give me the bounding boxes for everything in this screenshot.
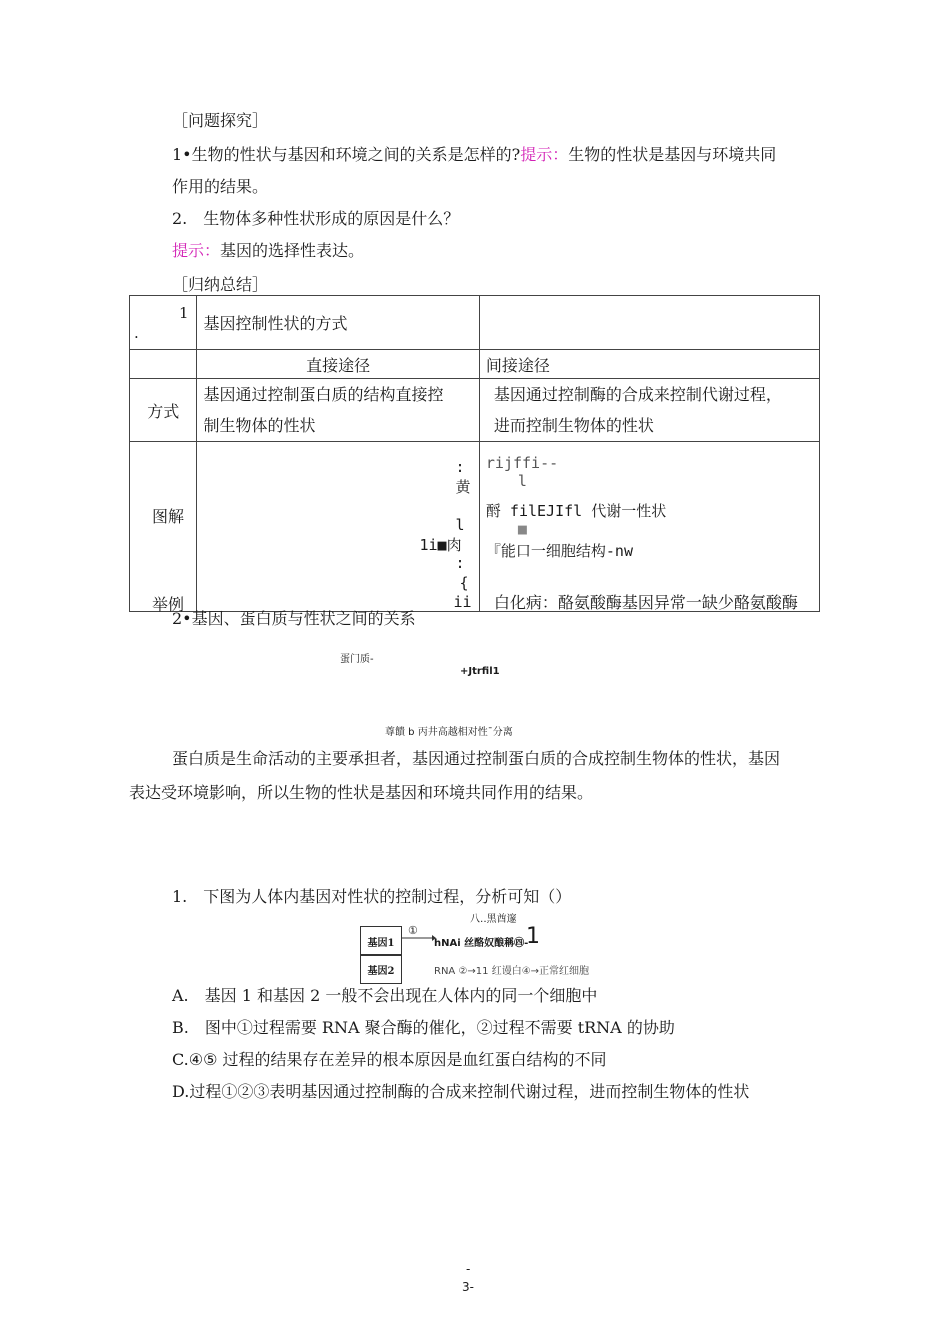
- direct-diagram-l5: :: [455, 554, 465, 572]
- summary-header: ［归纳总结］: [172, 275, 269, 294]
- row2-text: RNA ②→11 红谩白④→正常红细胞: [434, 966, 590, 977]
- footer-dash: -: [466, 1262, 471, 1276]
- exercise-stem: 1. 下图为人体内基因对性状的控制过程，分析可知（）: [172, 887, 572, 906]
- figure-label-2: +Jtrfil1: [460, 666, 500, 677]
- col-indirect: 间接途径: [479, 350, 819, 379]
- indirect-diagram-cell: [479, 442, 819, 612]
- question-1-text: 1•生物的性状与基因和环境之间的关系是怎样的?: [172, 145, 521, 164]
- indirect-diagram-l4: ■: [517, 520, 527, 538]
- row-example: 举例: [152, 595, 185, 614]
- gene-control-table: [129, 295, 820, 612]
- section2-heading: 2•基因、蛋白质与性状之间的关系: [172, 609, 416, 628]
- option-d: D.过程①②③表明基因通过控制酶的合成来控制代谢过程，进而控制生物体的性状: [172, 1082, 750, 1101]
- indirect-method-line1: 基因通过控制酶的合成来控制代谢过程，: [493, 385, 782, 404]
- paragraph-line2: 表达受环境影响，所以生物的性状是基因和环境共同作用的结果。: [129, 783, 594, 802]
- question-1: [172, 144, 776, 166]
- indirect-diagram-l2: l: [517, 472, 527, 490]
- circle-1: ①: [408, 924, 418, 937]
- figure-caption: 尊饋 b 丙井高越相对性ˉ分离: [385, 727, 513, 738]
- direct-diagram-l4: 1i■肉: [419, 536, 462, 554]
- row-method: 方式: [130, 379, 197, 442]
- gene1-box: 基因1: [360, 926, 402, 956]
- direct-diagram-l3: l: [455, 516, 465, 534]
- direct-method: [197, 379, 479, 442]
- figure-label-protein: 蛋门质-: [340, 654, 374, 665]
- row-diagram-example: [130, 442, 197, 612]
- row1-big: 1: [526, 924, 540, 949]
- table-title: 基因控制性状的方式: [197, 296, 479, 350]
- indirect-diagram-l3: 酹 filEJIfl 代谢一性状: [485, 502, 667, 520]
- inquiry-header: ［问题探究］: [172, 111, 269, 130]
- indirect-diagram-l5: 『能口一细胞结构-nw: [485, 542, 633, 560]
- direct-diagram-l2: 黄: [455, 478, 471, 496]
- table-title-empty: [479, 296, 819, 350]
- option-b: B. 图中①过程需要 RNA 聚合酶的催化，②过程不需要 tRNA 的协助: [172, 1018, 675, 1037]
- direct-diagram-l7: ii: [453, 593, 472, 611]
- indirect-method-line2: 进而控制生物体的性状: [493, 416, 654, 435]
- gene2-box: 基因2: [360, 954, 402, 984]
- indirect-method: [479, 379, 819, 442]
- paragraph-line1: 蛋白质是生命活动的主要承担者，基因通过控制蛋白质的合成控制生物体的性状，基因: [172, 749, 781, 768]
- answer-text: 基因的选择性表达。: [220, 241, 365, 260]
- direct-diagram-l1: :: [455, 458, 465, 476]
- indirect-diagram-l1: rijffi--: [485, 454, 559, 472]
- exercise-figure-top: 八‥黑酋邃: [470, 914, 517, 925]
- option-c: C.④⑤ 过程的结果存在差异的根本原因是血红蛋白结构的不同: [172, 1050, 607, 1069]
- question-2: 2. 生物体多种性状形成的原因是什么？: [172, 209, 460, 228]
- direct-method-line2: 制生物体的性状: [203, 416, 316, 435]
- table-title-num-cell: [130, 296, 197, 350]
- question-2-answer: [172, 240, 364, 262]
- row1-text: hNAi 丝酪奴酿稱㊃-: [434, 938, 529, 949]
- question-1-answer: 生物的性状是基因与环境共同: [568, 145, 777, 164]
- table-corner: [130, 350, 197, 379]
- hint-label: 提示：: [172, 241, 221, 260]
- direct-method-line1: 基因通过控制蛋白质的结构直接控: [203, 385, 444, 404]
- option-a: A. 基因 1 和基因 2 一般不会出现在人体内的同一个细胞中: [172, 986, 598, 1005]
- row-diagram: 图解: [152, 507, 185, 526]
- question-1-answer-cont: 作用的结果。: [172, 177, 269, 196]
- page-number: 3-: [462, 1280, 474, 1294]
- direct-diagram-l6: {: [459, 574, 469, 592]
- exercise-figure: [360, 924, 620, 977]
- table-title-num: 1: [178, 304, 189, 322]
- hint-label: 提示：: [520, 145, 569, 164]
- col-direct: 直接途径: [197, 350, 479, 379]
- indirect-example: 白化病：酪氨酸酶基因异常一缺少酪氨酸酶: [493, 593, 798, 612]
- arrow-icon: [402, 932, 436, 944]
- table-title-dot: .: [134, 324, 139, 342]
- direct-diagram-cell: [197, 442, 479, 612]
